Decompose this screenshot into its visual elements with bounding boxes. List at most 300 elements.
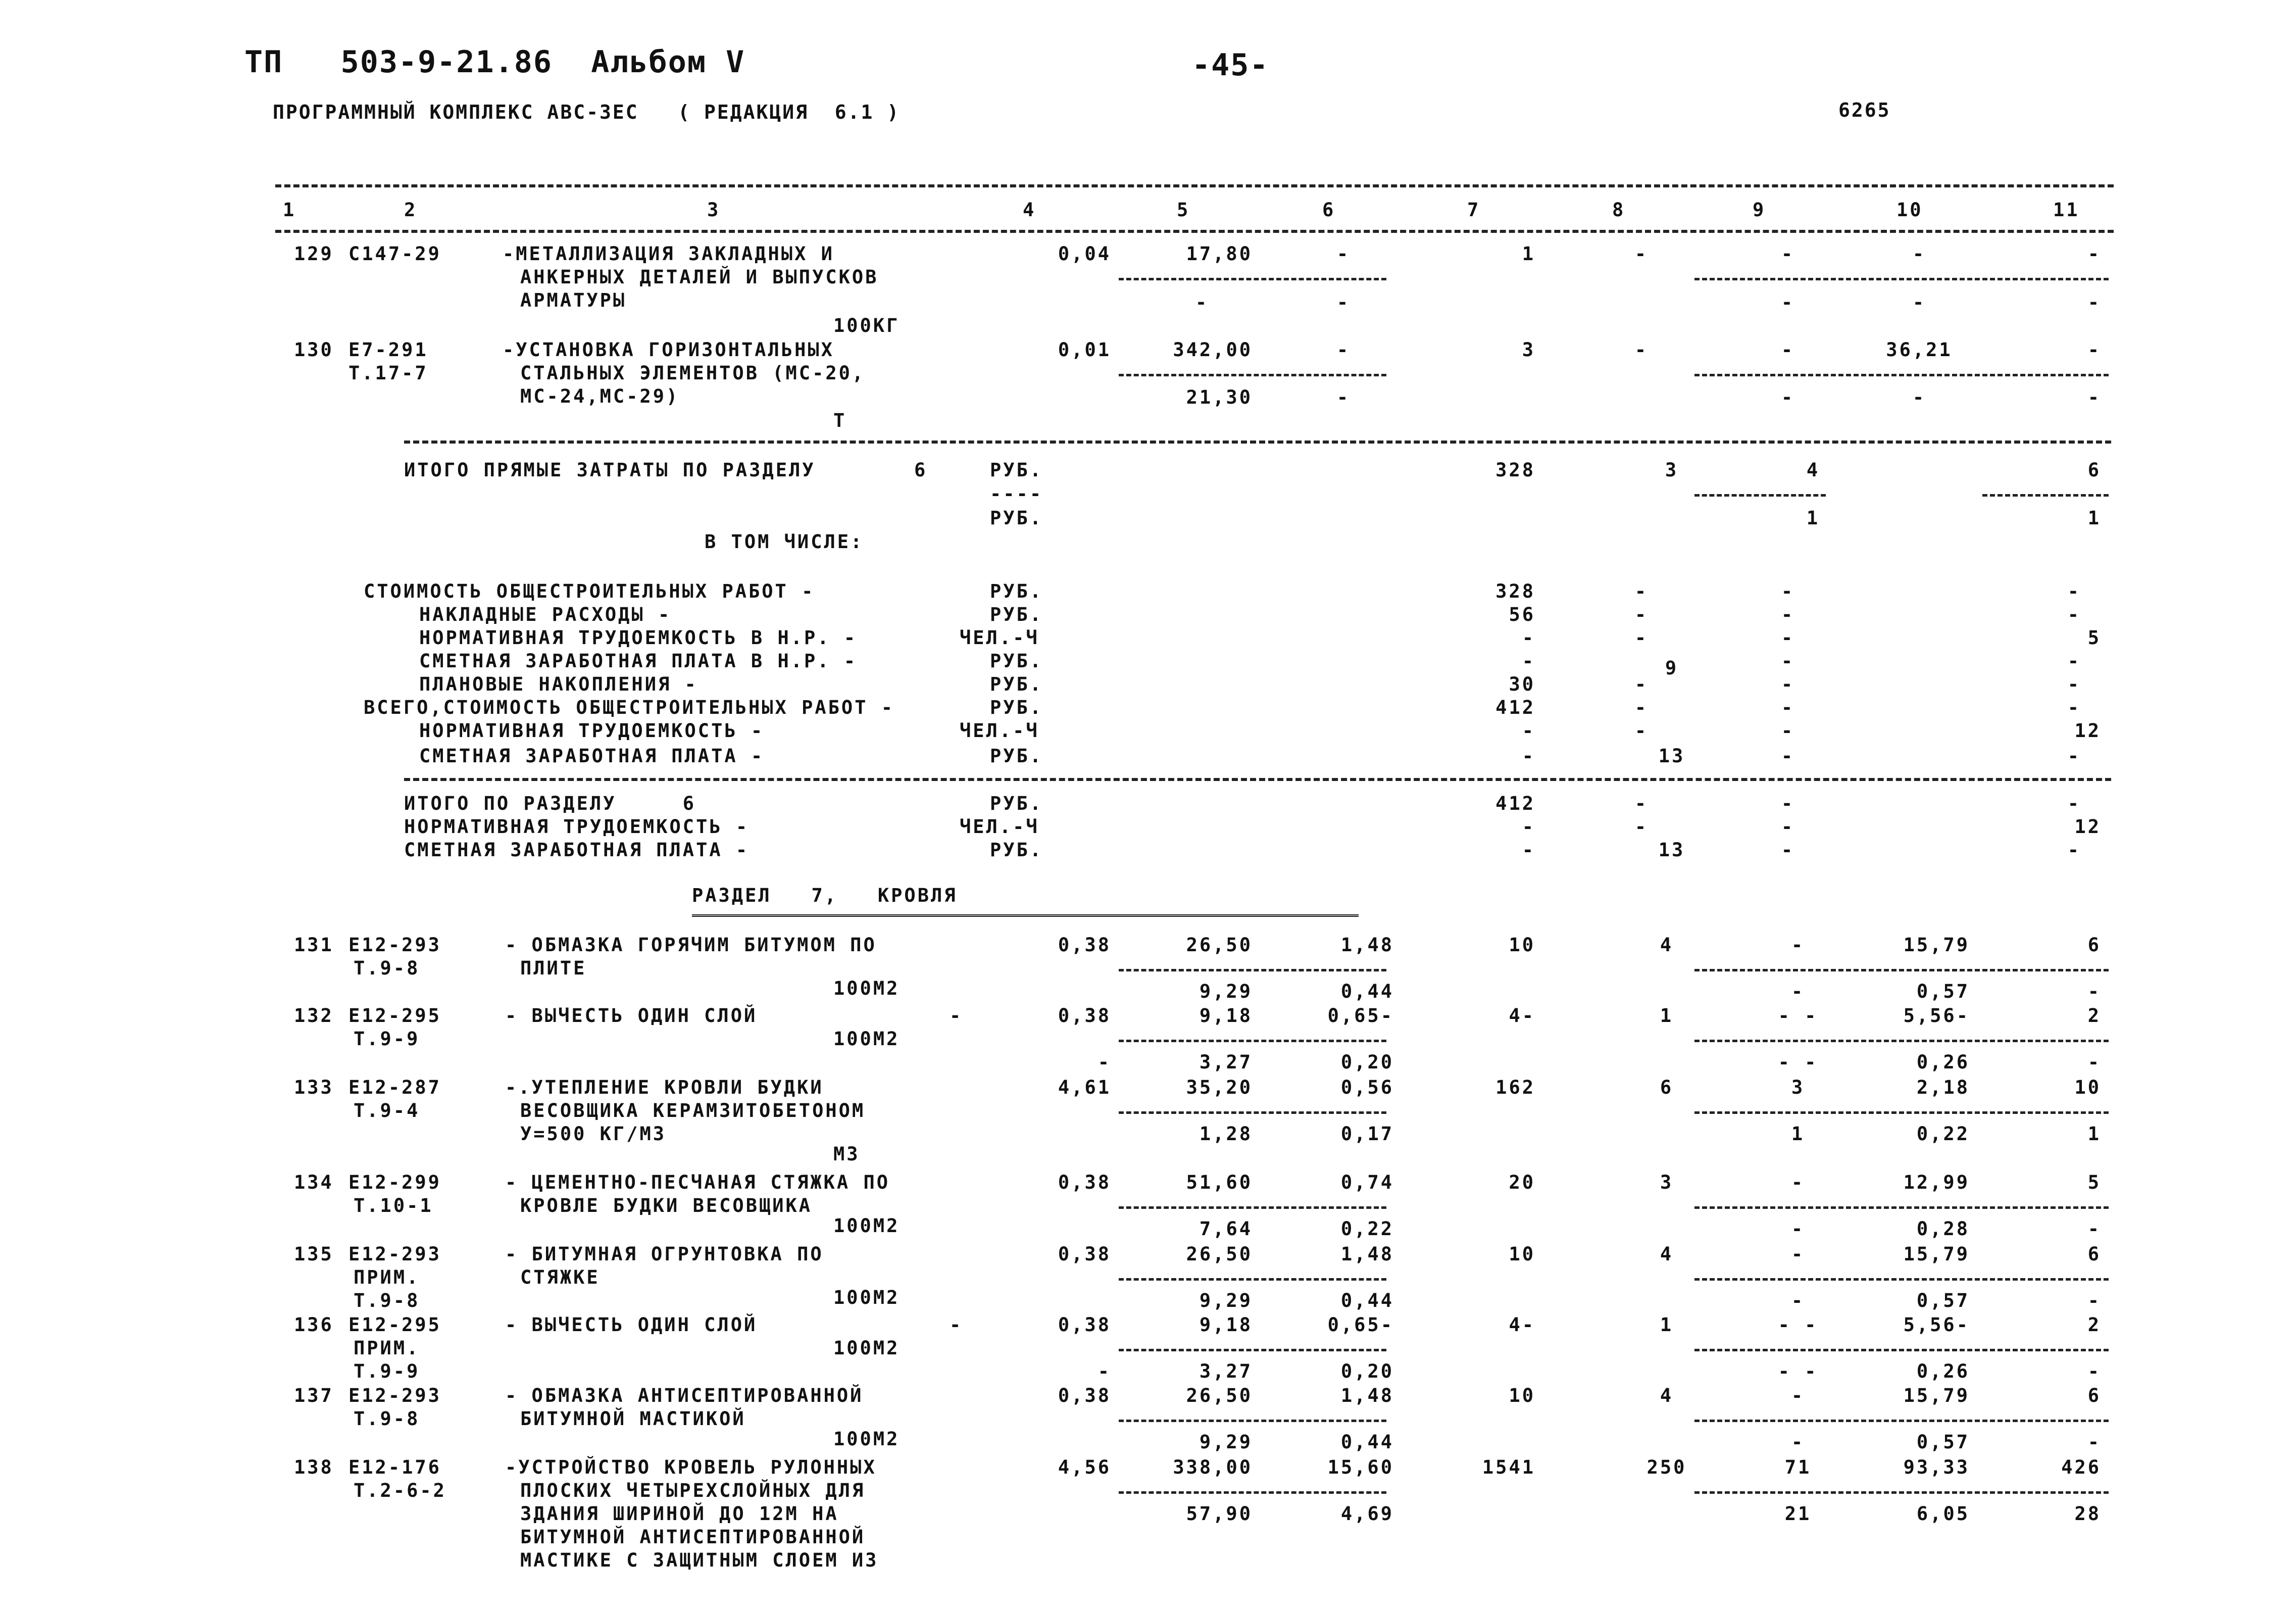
final-col7: 412 <box>1495 793 1535 814</box>
cell-col9-sub: - <box>1781 386 1795 408</box>
cell-col10-sub: 0,28 <box>1916 1218 1970 1240</box>
cell-col6: 1,48 <box>1340 1243 1394 1265</box>
row-number: 129 <box>294 243 334 265</box>
summary-col9: - <box>1781 673 1795 695</box>
summary-item-label: СТОИМОСТЬ ОБЩЕСТРОИТЕЛЬНЫХ РАБОТ - <box>364 580 815 602</box>
total-col8: 3 <box>1665 459 1679 481</box>
cell-col11-sub: 1 <box>2087 1123 2101 1145</box>
col-header-2: 2 <box>404 199 418 221</box>
col-header-9: 9 <box>1753 199 1766 221</box>
cell-col4: 0,38 <box>1058 1385 1111 1406</box>
unit-label: РУБ. <box>990 507 1043 529</box>
cell-col4: 0,38 <box>1058 1243 1111 1265</box>
row-unit: 100М2 <box>833 978 900 999</box>
summary-col8: 9 <box>1665 657 1679 679</box>
cell-col9: 3 <box>1791 1077 1805 1098</box>
cell-col4: 4,56 <box>1058 1456 1111 1478</box>
cell-col6: 0,74 <box>1340 1171 1394 1193</box>
section-7-title: РАЗДЕЛ 7, КРОВЛЯ <box>692 885 958 906</box>
summary-col7: 328 <box>1495 580 1535 602</box>
col-header-11: 11 <box>2053 199 2080 221</box>
row-unit: 100М2 <box>833 1287 900 1308</box>
final-total-label: ИТОГО ПО РАЗДЕЛУ 6 <box>404 793 696 814</box>
total-col11: 6 <box>2087 459 2101 481</box>
cell-col11: 2 <box>2087 1314 2101 1336</box>
subtotal-dash <box>1694 1349 2109 1351</box>
row-code: С147-29 <box>348 243 441 265</box>
summary-item-label: НОРМАТИВНАЯ ТРУДОЕМКОСТЬ - <box>419 720 765 742</box>
cell-col7: 10 <box>1509 1243 1535 1265</box>
final-col8: 13 <box>1658 839 1685 861</box>
cell-col9: - - <box>1778 1314 1818 1336</box>
cell-col5: 17,80 <box>1186 243 1253 265</box>
cell-col10-sub: - <box>1912 386 1926 408</box>
section-7-underline <box>692 914 1359 917</box>
subtotal-dash <box>1694 969 2109 971</box>
row-code: Е12-293 <box>348 1385 441 1406</box>
row-code: Е12-287 <box>348 1077 441 1098</box>
cell-col11-sub: 28 <box>2074 1503 2101 1525</box>
col-header-7: 7 <box>1467 199 1481 221</box>
summary-col11: - <box>2067 650 2081 672</box>
cell-col9: - - <box>1778 1005 1818 1027</box>
final-col11: - <box>2067 793 2081 814</box>
row-unit: М3 <box>833 1143 860 1165</box>
section-rule <box>404 778 2111 781</box>
row-code: Е12-293 <box>348 934 441 956</box>
cell-col10-sub: - <box>1912 291 1926 313</box>
cell-col5: 26,50 <box>1186 1243 1253 1265</box>
cell-col10: 15,79 <box>1903 1243 1970 1265</box>
row-description-line: -УСТАНОВКА ГОРИЗОНТАЛЬНЫХ <box>503 339 834 361</box>
summary-col8: 13 <box>1658 745 1685 767</box>
summary-item-label: НОРМАТИВНАЯ ТРУДОЕМКОСТЬ В Н.Р. - <box>419 627 858 649</box>
section-total-label: ИТОГО ПРЯМЫЕ ЗАТРАТЫ ПО РАЗДЕЛУ <box>404 459 816 481</box>
cell-col10: 15,79 <box>1903 1385 1970 1406</box>
cell-col7: 3 <box>1522 339 1535 361</box>
program-name: ПРОГРАММНЫЙ КОМПЛЕКС АВС-3ЕС ( РЕДАКЦИЯ 6.1 ) <box>273 101 901 123</box>
cell-col7: 20 <box>1509 1171 1535 1193</box>
row-number: 131 <box>294 934 334 956</box>
cell-col9-sub: - <box>1781 291 1795 313</box>
final-col8: - <box>1634 793 1649 814</box>
cell-col4-sub: - <box>1097 1360 1111 1382</box>
cell-col6: 1,48 <box>1340 934 1394 956</box>
subtotal-dash <box>1694 494 1826 497</box>
document-title: ТП 503-9-21.86 Альбом V <box>244 44 745 80</box>
cell-col5-sub: 1,28 <box>1199 1123 1253 1145</box>
cell-col10: 5,56- <box>1903 1314 1970 1336</box>
unit-label: РУБ. <box>990 459 1043 481</box>
subtotal-dash <box>1119 969 1386 971</box>
row-code: Т.9-9 <box>354 1028 420 1050</box>
row-description-line: АНКЕРНЫХ ДЕТАЛЕЙ И ВЫПУСКОВ <box>520 266 879 288</box>
cell-col6-sub: - <box>1336 291 1351 313</box>
cell-col5-sub: 21,30 <box>1186 386 1253 408</box>
row-code: Е7-291 <box>348 339 428 361</box>
cell-col8: 4 <box>1660 1243 1674 1265</box>
cell-col7: 1541 <box>1482 1456 1535 1478</box>
row-code: Е12-295 <box>348 1005 441 1027</box>
document-code: 6265 <box>1838 99 1891 121</box>
subtotal-dash <box>1119 1349 1386 1351</box>
subtotal-dash <box>1694 1040 2109 1042</box>
cell-col8: - <box>1634 339 1649 361</box>
section-total-number: 6 <box>914 459 928 481</box>
final-total-label: НОРМАТИВНАЯ ТРУДОЕМКОСТЬ - <box>404 816 750 838</box>
row-description-line: - ЦЕМЕНТНО-ПЕСЧАНАЯ СТЯЖКА ПО <box>505 1171 890 1193</box>
summary-item-unit: ЧЕЛ.-Ч <box>960 627 1039 649</box>
cell-col6-sub: 0,44 <box>1340 1290 1394 1311</box>
row-unit: 100М2 <box>833 1337 900 1359</box>
row-code: ПРИМ. <box>354 1337 420 1359</box>
cell-col8: 1 <box>1660 1005 1674 1027</box>
subtotal-dash <box>1694 278 2109 280</box>
row-number: 133 <box>294 1077 334 1098</box>
cell-col9-sub: - <box>1791 981 1805 1002</box>
summary-item-unit: РУБ. <box>990 697 1043 718</box>
row-code: Е12-293 <box>348 1243 441 1265</box>
cell-col5-sub: 3,27 <box>1199 1360 1253 1382</box>
row-description-line: АРМАТУРЫ <box>520 289 627 311</box>
subtotal-dash <box>1694 1206 2109 1209</box>
col-header-10: 10 <box>1896 199 1923 221</box>
row-description-line: ВЕСОВЩИКА КЕРАМЗИТОБЕТОНОМ <box>520 1100 866 1121</box>
row-number: 130 <box>294 339 334 361</box>
cell-col9-sub: 21 <box>1784 1503 1812 1525</box>
row-description-line: -МЕТАЛЛИЗАЦИЯ ЗАКЛАДНЫХ И <box>503 243 834 265</box>
summary-col9: - <box>1781 580 1795 602</box>
row-description-line: СТАЛЬНЫХ ЭЛЕМЕНТОВ (МС-20, <box>520 362 866 384</box>
cell-col5: 51,60 <box>1186 1171 1253 1193</box>
cell-col5-sub: 57,90 <box>1186 1503 1253 1525</box>
row-code: Т.9-8 <box>354 1408 420 1430</box>
cell-col7: 4- <box>1509 1314 1535 1336</box>
cell-col6-sub: 4,69 <box>1340 1503 1394 1525</box>
summary-col9: - <box>1781 604 1795 625</box>
cell-col11-sub: - <box>2087 1051 2101 1073</box>
cell-col10: 36,21 <box>1886 339 1953 361</box>
row-number: 134 <box>294 1171 334 1193</box>
summary-item-unit: РУБ. <box>990 673 1043 695</box>
final-total-unit: ЧЕЛ.-Ч <box>960 816 1039 838</box>
subtotal-dash <box>1694 374 2109 376</box>
row-code: Т.17-7 <box>348 362 428 384</box>
subtotal-dash <box>1119 1278 1386 1281</box>
row-code: Т.9-8 <box>354 957 420 979</box>
summary-col11: - <box>2067 580 2081 602</box>
cell-col5-sub: 7,64 <box>1199 1218 1253 1240</box>
cell-col7: 10 <box>1509 934 1535 956</box>
subtotal-dash <box>1119 278 1386 280</box>
final-col7: - <box>1522 839 1535 861</box>
cell-col5-sub: 9,29 <box>1199 981 1253 1002</box>
subtotal-dash <box>1119 1111 1386 1114</box>
final-col11: - <box>2067 839 2081 861</box>
cell-col11: - <box>2087 339 2101 361</box>
col-header-3: 3 <box>707 199 721 221</box>
cell-col4-sub: - <box>1097 1051 1111 1073</box>
cell-col8: - <box>1634 243 1649 265</box>
row-number: 136 <box>294 1314 334 1336</box>
row-code: ПРИМ. <box>354 1266 420 1288</box>
cell-col11-sub: - <box>2087 1290 2101 1311</box>
summary-item-unit: РУБ. <box>990 580 1043 602</box>
cell-col6: - <box>1336 339 1351 361</box>
cell-col9-sub: 1 <box>1791 1123 1805 1145</box>
cell-col5-sub: 3,27 <box>1199 1051 1253 1073</box>
subtotal-dash <box>1694 1278 2109 1281</box>
total-col7: 328 <box>1495 459 1535 481</box>
cell-col9-sub: - <box>1791 1218 1805 1240</box>
cell-col9: - <box>1791 1243 1805 1265</box>
cell-col6-sub: 0,44 <box>1340 981 1394 1002</box>
cell-col11-sub: - <box>2087 981 2101 1002</box>
summary-col9: - <box>1781 720 1795 742</box>
cell-col8: 4 <box>1660 1385 1674 1406</box>
summary-col7: 56 <box>1509 604 1535 625</box>
final-col9: - <box>1781 839 1795 861</box>
cell-col6-sub: 0,20 <box>1340 1051 1394 1073</box>
final-total-unit: РУБ. <box>990 793 1043 814</box>
cell-col11: - <box>2087 243 2101 265</box>
row-code: Е12-295 <box>348 1314 441 1336</box>
summary-col8: - <box>1634 697 1649 718</box>
row-description-line: ПЛИТЕ <box>520 957 587 979</box>
cell-col8: 4 <box>1660 934 1674 956</box>
summary-item-label: ПЛАНОВЫЕ НАКОПЛЕНИЯ - <box>419 673 698 695</box>
row-mark: - <box>950 1314 963 1336</box>
total-col9: 4 <box>1806 459 1820 481</box>
cell-col6: 15,60 <box>1327 1456 1394 1478</box>
row-code: Т.10-1 <box>354 1195 433 1216</box>
col-header-5: 5 <box>1177 199 1190 221</box>
summary-col8: - <box>1634 720 1649 742</box>
total-col9-sub: 1 <box>1806 507 1820 529</box>
subtotal-dash <box>1982 494 2109 497</box>
subtotal-dash <box>1119 1491 1386 1494</box>
row-description-line: - ОБМАЗКА АНТИСЕПТИРОВАННОЙ <box>505 1385 864 1406</box>
final-col8: - <box>1634 816 1649 838</box>
cell-col9-sub: - - <box>1778 1051 1818 1073</box>
cell-col11: 6 <box>2087 1243 2101 1265</box>
row-description-line: МАСТИКЕ С ЗАЩИТНЫМ СЛОЕМ ИЗ <box>520 1549 879 1571</box>
cell-col5-sub: 9,29 <box>1199 1290 1253 1311</box>
subtotal-dash <box>1119 1206 1386 1209</box>
cell-col5: 35,20 <box>1186 1077 1253 1098</box>
row-number: 137 <box>294 1385 334 1406</box>
row-description-line: У=500 КГ/М3 <box>520 1123 667 1145</box>
cell-col10-sub: 0,57 <box>1916 1431 1970 1453</box>
cell-col4: 0,01 <box>1058 339 1111 361</box>
summary-col7: 412 <box>1495 697 1535 718</box>
row-unit: 100М2 <box>833 1428 900 1450</box>
cell-col4: 0,38 <box>1058 1314 1111 1336</box>
row-description-line: ПЛОСКИХ ЧЕТЫРЕХСЛОЙНЫХ ДЛЯ <box>520 1480 866 1501</box>
final-col9: - <box>1781 793 1795 814</box>
row-code: Т.2-6-2 <box>354 1480 446 1501</box>
total-col11-sub: 1 <box>2087 507 2101 529</box>
summary-col8: - <box>1634 580 1649 602</box>
in-that-heading: В ТОМ ЧИСЛЕ: <box>705 531 864 553</box>
row-code: Т.9-4 <box>354 1100 420 1121</box>
cell-col9: - <box>1791 934 1805 956</box>
cell-col11-sub: - <box>2087 1218 2101 1240</box>
cell-col5: 338,00 <box>1173 1456 1253 1478</box>
cell-col9: - <box>1791 1171 1805 1193</box>
subtotal-dash <box>1119 1420 1386 1422</box>
subtotal-dash <box>1694 1491 2109 1494</box>
summary-col7: - <box>1522 720 1535 742</box>
cell-col7: 10 <box>1509 1385 1535 1406</box>
cell-col5: 9,18 <box>1199 1314 1253 1336</box>
row-unit: 100М2 <box>833 1215 900 1237</box>
subtotal-dash <box>1119 374 1386 376</box>
summary-item-label: НАКЛАДНЫЕ РАСХОДЫ - <box>419 604 672 625</box>
row-description-line: ЗДАНИЯ ШИРИНОЙ ДО 12М НА <box>520 1503 839 1525</box>
summary-col11: - <box>2067 604 2081 625</box>
cell-col10: - <box>1912 243 1926 265</box>
row-number: 132 <box>294 1005 334 1027</box>
row-code: Е12-299 <box>348 1171 441 1193</box>
cell-col5: 9,18 <box>1199 1005 1253 1027</box>
cell-col10-sub: 0,57 <box>1916 981 1970 1002</box>
summary-col8: - <box>1634 673 1649 695</box>
row-unit: 100М2 <box>833 1028 900 1050</box>
row-unit: 100КГ <box>833 315 900 336</box>
final-col7: - <box>1522 816 1535 838</box>
row-code: Т.9-8 <box>354 1290 420 1311</box>
cell-col9-sub: - <box>1791 1431 1805 1453</box>
summary-item-label: СМЕТНАЯ ЗАРАБОТНАЯ ПЛАТА В Н.Р. - <box>419 650 858 672</box>
row-description-line: -УСТРОЙСТВО КРОВЕЛЬ РУЛОННЫХ <box>505 1456 877 1478</box>
summary-col11: - <box>2067 673 2081 695</box>
cell-col11: 6 <box>2087 934 2101 956</box>
summary-col9: - <box>1781 745 1795 767</box>
summary-item-unit: РУБ. <box>990 745 1043 767</box>
row-description-line: КРОВЛЕ БУДКИ ВЕСОВЩИКА <box>520 1195 813 1216</box>
unit-divider: ---- <box>990 483 1043 505</box>
summary-col11: - <box>2067 745 2081 767</box>
cell-col6: 0,56 <box>1340 1077 1394 1098</box>
row-number: 135 <box>294 1243 334 1265</box>
summary-item-unit: ЧЕЛ.-Ч <box>960 720 1039 742</box>
final-col9: - <box>1781 816 1795 838</box>
cell-col11: 2 <box>2087 1005 2101 1027</box>
cell-col6-sub: 0,44 <box>1340 1431 1394 1453</box>
summary-item-unit: РУБ. <box>990 604 1043 625</box>
cell-col11-sub: - <box>2087 1431 2101 1453</box>
cell-col4: 0,38 <box>1058 1005 1111 1027</box>
row-code: Т.9-9 <box>354 1360 420 1382</box>
cell-col6: 0,65- <box>1327 1314 1394 1336</box>
row-description-line: - ВЫЧЕСТЬ ОДИН СЛОЙ <box>505 1314 758 1336</box>
cell-col5: 26,50 <box>1186 934 1253 956</box>
cell-col5: 342,00 <box>1173 339 1253 361</box>
cell-col11: 10 <box>2074 1077 2101 1098</box>
cell-col10-sub: 6,05 <box>1916 1503 1970 1525</box>
summary-item-label: ВСЕГО,СТОИМОСТЬ ОБЩЕСТРОИТЕЛЬНЫХ РАБОТ - <box>364 697 895 718</box>
row-mark: - <box>950 1005 963 1027</box>
subtotal-dash <box>1119 1040 1386 1042</box>
col-header-4: 4 <box>1023 199 1036 221</box>
final-col11: 12 <box>2074 816 2101 838</box>
cell-col10: 12,99 <box>1903 1171 1970 1193</box>
subtotal-dash <box>1694 1111 2109 1114</box>
cell-col10: 2,18 <box>1916 1077 1970 1098</box>
cell-col9: 71 <box>1784 1456 1812 1478</box>
section-rule <box>404 441 2111 444</box>
cell-col11-sub: - <box>2087 291 2101 313</box>
cell-col4: 0,38 <box>1058 1171 1111 1193</box>
row-description-line: БИТУМНОЙ МАСТИКОЙ <box>520 1408 746 1430</box>
cell-col6: 1,48 <box>1340 1385 1394 1406</box>
cell-col9: - <box>1791 1385 1805 1406</box>
cell-col6-sub: - <box>1336 386 1351 408</box>
cell-col7: 1 <box>1522 243 1535 265</box>
summary-col8: - <box>1634 604 1649 625</box>
cell-col10-sub: 0,26 <box>1916 1360 1970 1382</box>
cell-col9: - <box>1781 243 1795 265</box>
table-top-rule <box>275 184 2114 187</box>
summary-col7: - <box>1522 745 1535 767</box>
cell-col5-sub: 9,29 <box>1199 1431 1253 1453</box>
summary-col7: 30 <box>1509 673 1535 695</box>
summary-item-unit: РУБ. <box>990 650 1043 672</box>
cell-col7: 162 <box>1495 1077 1535 1098</box>
summary-item-label: СМЕТНАЯ ЗАРАБОТНАЯ ПЛАТА - <box>419 745 765 767</box>
row-description-line: МС-24,МС-29) <box>520 385 680 407</box>
cell-col10-sub: 0,57 <box>1916 1290 1970 1311</box>
cell-col10: 15,79 <box>1903 934 1970 956</box>
summary-col9: - <box>1781 697 1795 718</box>
cell-col6: - <box>1336 243 1351 265</box>
cell-col11: 426 <box>2061 1456 2101 1478</box>
cell-col6-sub: 0,20 <box>1340 1360 1394 1382</box>
col-header-1: 1 <box>283 199 296 221</box>
cell-col10: 5,56- <box>1903 1005 1970 1027</box>
summary-col11: 5 <box>2087 627 2101 649</box>
cell-col10-sub: 0,26 <box>1916 1051 1970 1073</box>
col-header-8: 8 <box>1612 199 1626 221</box>
row-description-line: - ОБМАЗКА ГОРЯЧИМ БИТУМОМ ПО <box>505 934 877 956</box>
cell-col8: 250 <box>1646 1456 1687 1478</box>
cell-col10-sub: 0,22 <box>1916 1123 1970 1145</box>
row-description-line: СТЯЖКЕ <box>520 1266 600 1288</box>
summary-col7: - <box>1522 627 1535 649</box>
cell-col5: 26,50 <box>1186 1385 1253 1406</box>
final-total-unit: РУБ. <box>990 839 1043 861</box>
row-description-line: - ВЫЧЕСТЬ ОДИН СЛОЙ <box>505 1005 758 1027</box>
cell-col5-sub: - <box>1195 291 1209 313</box>
cell-col11: 6 <box>2087 1385 2101 1406</box>
summary-col11: - <box>2067 697 2081 718</box>
page-number: -45- <box>1192 47 1269 83</box>
cell-col7: 4- <box>1509 1005 1535 1027</box>
summary-col11: 12 <box>2074 720 2101 742</box>
row-description-line: БИТУМНОЙ АНТИСЕПТИРОВАННОЙ <box>520 1526 866 1548</box>
cell-col8: 6 <box>1660 1077 1674 1098</box>
cell-col9-sub: - - <box>1778 1360 1818 1382</box>
cell-col11: 5 <box>2087 1171 2101 1193</box>
row-unit: Т <box>833 410 847 431</box>
cell-col8: 3 <box>1660 1171 1674 1193</box>
col-header-6: 6 <box>1322 199 1336 221</box>
header-bottom-rule <box>275 230 2114 233</box>
cell-col8: 1 <box>1660 1314 1674 1336</box>
cell-col6: 0,65- <box>1327 1005 1394 1027</box>
cell-col11-sub: - <box>2087 386 2101 408</box>
